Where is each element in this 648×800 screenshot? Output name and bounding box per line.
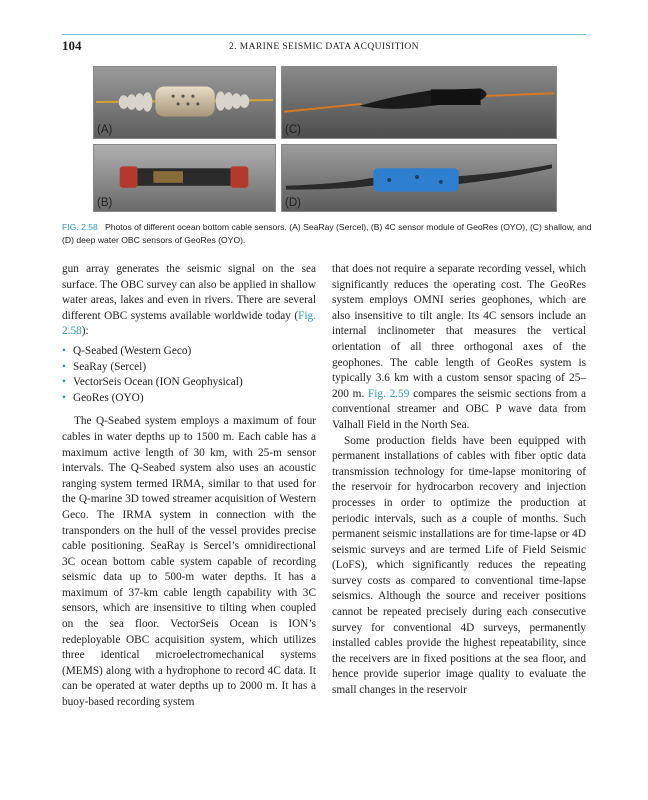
figure-link[interactable]: Fig. 2.58	[62, 309, 316, 338]
page-number: 104	[62, 38, 82, 53]
figure-label[interactable]: FIG. 2.58	[62, 222, 98, 232]
header-rule	[62, 34, 586, 35]
paragraph: that does not require a separate recording vessel, which significantly reduces the operating cost. The GeoRes system employs OMNI series geophones, which are also insensitive to tilt angle. Its 4C sensors include an internal inclinometer that measures the vertical orientation of all three orthogonal axes of the geophones. The cable length of GeoRes system is typically 3.6 km with a custom sensor spacing of 25–200 m. Fig. 2.59 compares the seismic sections from a conventional streamer and OBC P wave data from Valhall Field in the North Sea.	[332, 263, 586, 431]
list-item: • Q-Seabed (Western Geco)	[62, 344, 316, 360]
caption-text: Photos of different ocean bottom cable sensors. (A) SeaRay (Sercel), (B) 4C sensor module of GeoRes (OYO), (C) shallow, and (D) deep water OBC sensors of GeoRes (OYO).	[62, 222, 592, 245]
photo-panel-b	[93, 144, 276, 212]
paragraph: Some production fields have been equipped with permanent installations of cables with fiber optic data transmission technology for time-lapse monitoring of the reservoir for hydrocarbon recovery and injection processes in order to optimize the production at periodic intervals, such as a couple of months. Such permanent seismic installations are for time-lapse or 4D seismic surveys and are termed Life of Field Seismic (LoFS), which significantly reduces the repeating survey costs as compared to conventional time-lapse seismics. Although the source and receiver positions cannot be repeated precisely during each consecutive survey for conventional 4D surveys, permanently installed cables provide the highest repeatability, since the receivers are in fixed positions at the sea floor, and hence provide superior image quality to evaluate the small changes in the reservoir	[332, 434, 586, 697]
georres-4c-module-image	[94, 145, 275, 211]
list-item: • GeoRes (OYO)	[62, 391, 316, 407]
panel-label-d: (D)	[285, 197, 301, 209]
left-column	[62, 262, 316, 711]
photo-panel-a	[93, 66, 276, 139]
panel-label-b: (B)	[97, 197, 113, 209]
georres-shallow-sensor-image	[282, 67, 556, 138]
searay-sensor-image	[94, 67, 275, 138]
figure-link[interactable]: Fig. 2.59	[367, 387, 410, 400]
panel-label-a: (A)	[97, 124, 113, 136]
figure-caption	[62, 221, 592, 246]
paragraph: The Q-Seabed system employs a maximum of four cables in water depths up to 1500 m. Each cable has a maximum active length of 30 km, with 25-m sensor intervals. The Q-Seabed system also uses an acoustic ranging system termed IRMA, similar to that used for the Q-marine 3D towed streamer acquisition of Western Geco. The IRMA system in connection with the transponders on the hull of the vessel provides precise cable positioning. SeaRay is Sercel’s omnidirectional 3C ocean bottom cable system capable of recording seismic data up to 500-m water depths. It has a maximum of 37-km cable length capability with 3C sensors, which are insensitive to tilting when coupled on the sea floor. VectorSeis Ocean is ION’s redeployable OBC acquisition system, which utilizes three identical microelectromechanical systems (MEMS) along with a hydrophone to record 4C data. It can be operated at water depths up to 2000 m. It has a buoy-based recording system	[62, 415, 316, 709]
list-item: • VectorSeis Ocean (ION Geophysical)	[62, 375, 316, 391]
photo-panel-c	[281, 66, 557, 139]
georres-deep-sensor-image	[282, 145, 556, 211]
running-head: 2. MARINE SEISMIC DATA ACQUISITION	[229, 42, 419, 52]
list-item: • SeaRay (Sercel)	[62, 360, 316, 376]
photo-panel-d	[281, 144, 557, 212]
panel-label-c: (C)	[285, 124, 301, 136]
right-column	[332, 262, 586, 699]
obc-systems-list	[62, 344, 316, 406]
paragraph: gun array generates the seismic signal on the sea surface. The OBC survey can also be applied in shallow water areas, lakes and even in rivers. There are several different OBC systems available worldwide today (Fig. 2.58):	[62, 263, 316, 338]
